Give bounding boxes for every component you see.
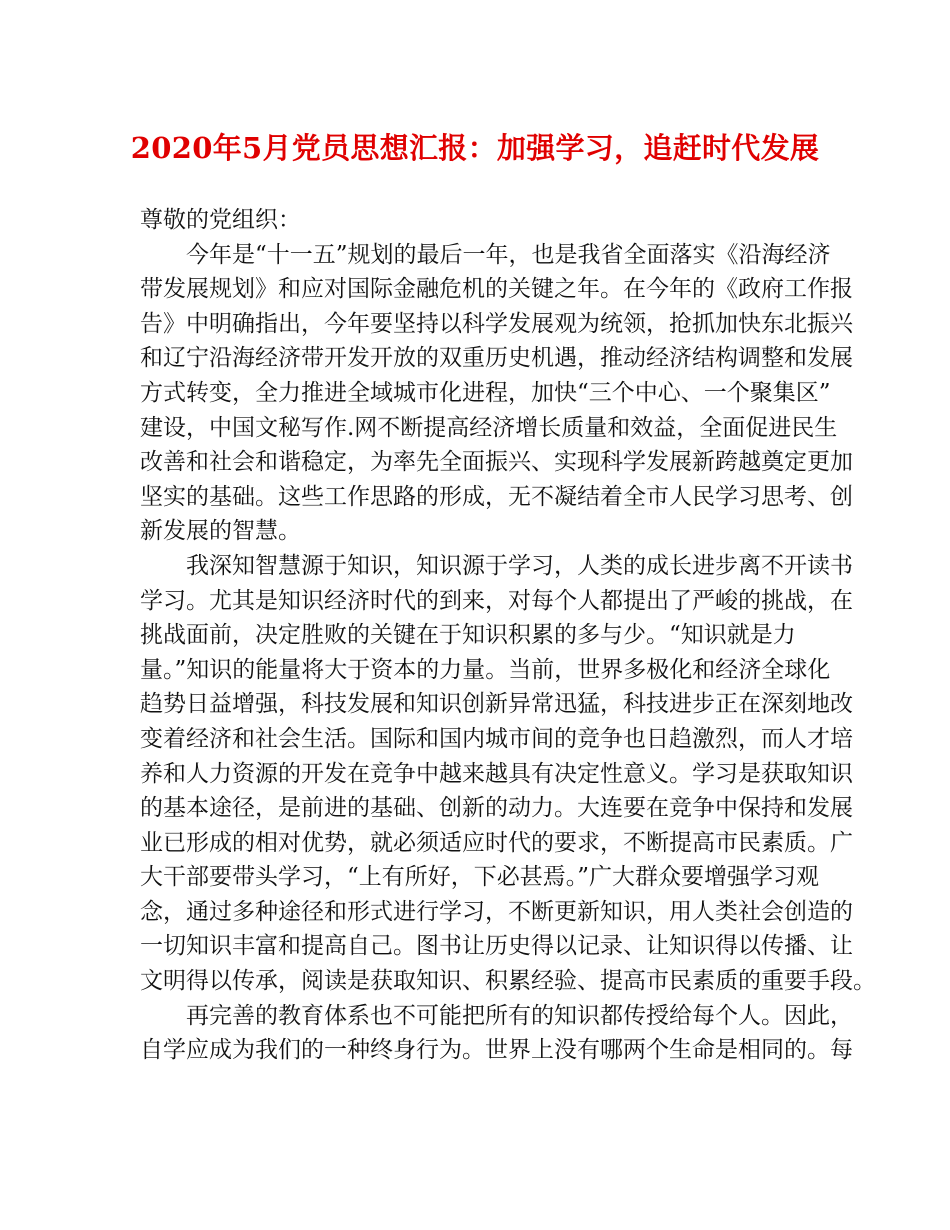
paragraph-line: 量。”知识的能量将大于资本的力量。当前，世界多极化和经济全球化	[140, 656, 831, 683]
paragraph-3	[140, 999, 853, 1068]
paragraph-line: 和辽宁沿海经济带开发开放的双重历史机遇，推动经济结构调整和发展	[140, 345, 853, 372]
salutation: 尊敬的党组织：	[140, 207, 301, 233]
paragraph-line: 坚实的基础。这些工作思路的形成，无不凝结着全市人民学习思考、创	[140, 483, 853, 510]
paragraph-line: 带发展规划》和应对国际金融危机的关键之年。在今年的《政府工作报	[140, 276, 853, 303]
paragraph-line: 大干部要带头学习，“上有所好，下必甚焉。”广大群众要增强学习观	[140, 864, 820, 891]
paragraph-line: 改善和社会和谐稳定，为率先全面振兴、实现科学发展新跨越奠定更加	[140, 449, 853, 476]
paragraph-line: 一切知识丰富和提高自己。图书让历史得以记录、让知识得以传播、让	[140, 933, 853, 960]
paragraph-line: 我深知智慧源于知识，知识源于学习，人类的成长进步离不开读书	[186, 552, 853, 579]
paragraph-line: 业已形成的相对优势，就必须适应时代的要求，不断提高市民素质。广	[140, 829, 853, 856]
document-body	[140, 203, 876, 1068]
paragraph-line: 方式转变，全力推进全域城市化进程，加快“三个中心、一个聚集区”	[140, 379, 831, 406]
paragraph-line: 趋势日益增强，科技发展和知识创新异常迅猛，科技进步正在深刻地改	[140, 691, 853, 718]
paragraph-line: 今年是“十一五”规划的最后一年，也是我省全面落实《沿海经济	[186, 241, 831, 268]
paragraph-line: 挑战面前，决定胜败的关键在于知识积累的多与少。“知识就是力	[140, 622, 796, 649]
paragraph-line: 文明得以传承，阅读是获取知识、积累经验、提高市民素质的重要手段。	[140, 968, 876, 995]
paragraph-line: 的基本途径，是前进的基础、创新的动力。大连要在竞争中保持和发展	[140, 795, 853, 822]
paragraph-line: 再完善的教育体系也不可能把所有的知识都传授给每个人。因此，	[186, 1002, 853, 1029]
paragraph-2	[140, 549, 876, 999]
paragraph-line: 告》中明确指出，今年要坚持以科学发展观为统领，抢抓加快东北振兴	[140, 310, 853, 337]
paragraph-1	[140, 238, 853, 549]
paragraph-line: 新发展的智慧。	[140, 518, 301, 545]
paragraph-line: 念，通过多种途径和形式进行学习，不断更新知识，用人类社会创造的	[140, 898, 853, 925]
paragraph-line: 变着经济和社会生活。国际和国内城市间的竞争也日趋激烈，而人才培	[140, 725, 853, 752]
paragraph-line: 建设，中国文秘写作.网不断提高经济增长质量和效益，全面促进民生	[140, 414, 838, 441]
paragraph-line: 学习。尤其是知识经济时代的到来，对每个人都提出了严峻的挑战，在	[140, 587, 853, 614]
paragraph-line: 自学应成为我们的一种终身行为。世界上没有哪两个生命是相同的。每	[140, 1037, 853, 1064]
paragraph-line: 养和人力资源的开发在竞争中越来越具有决定性意义。学习是获取知识	[140, 760, 853, 787]
document-title: 2020年5月党员思想汇报：加强学习，追赶时代发展	[130, 131, 820, 165]
